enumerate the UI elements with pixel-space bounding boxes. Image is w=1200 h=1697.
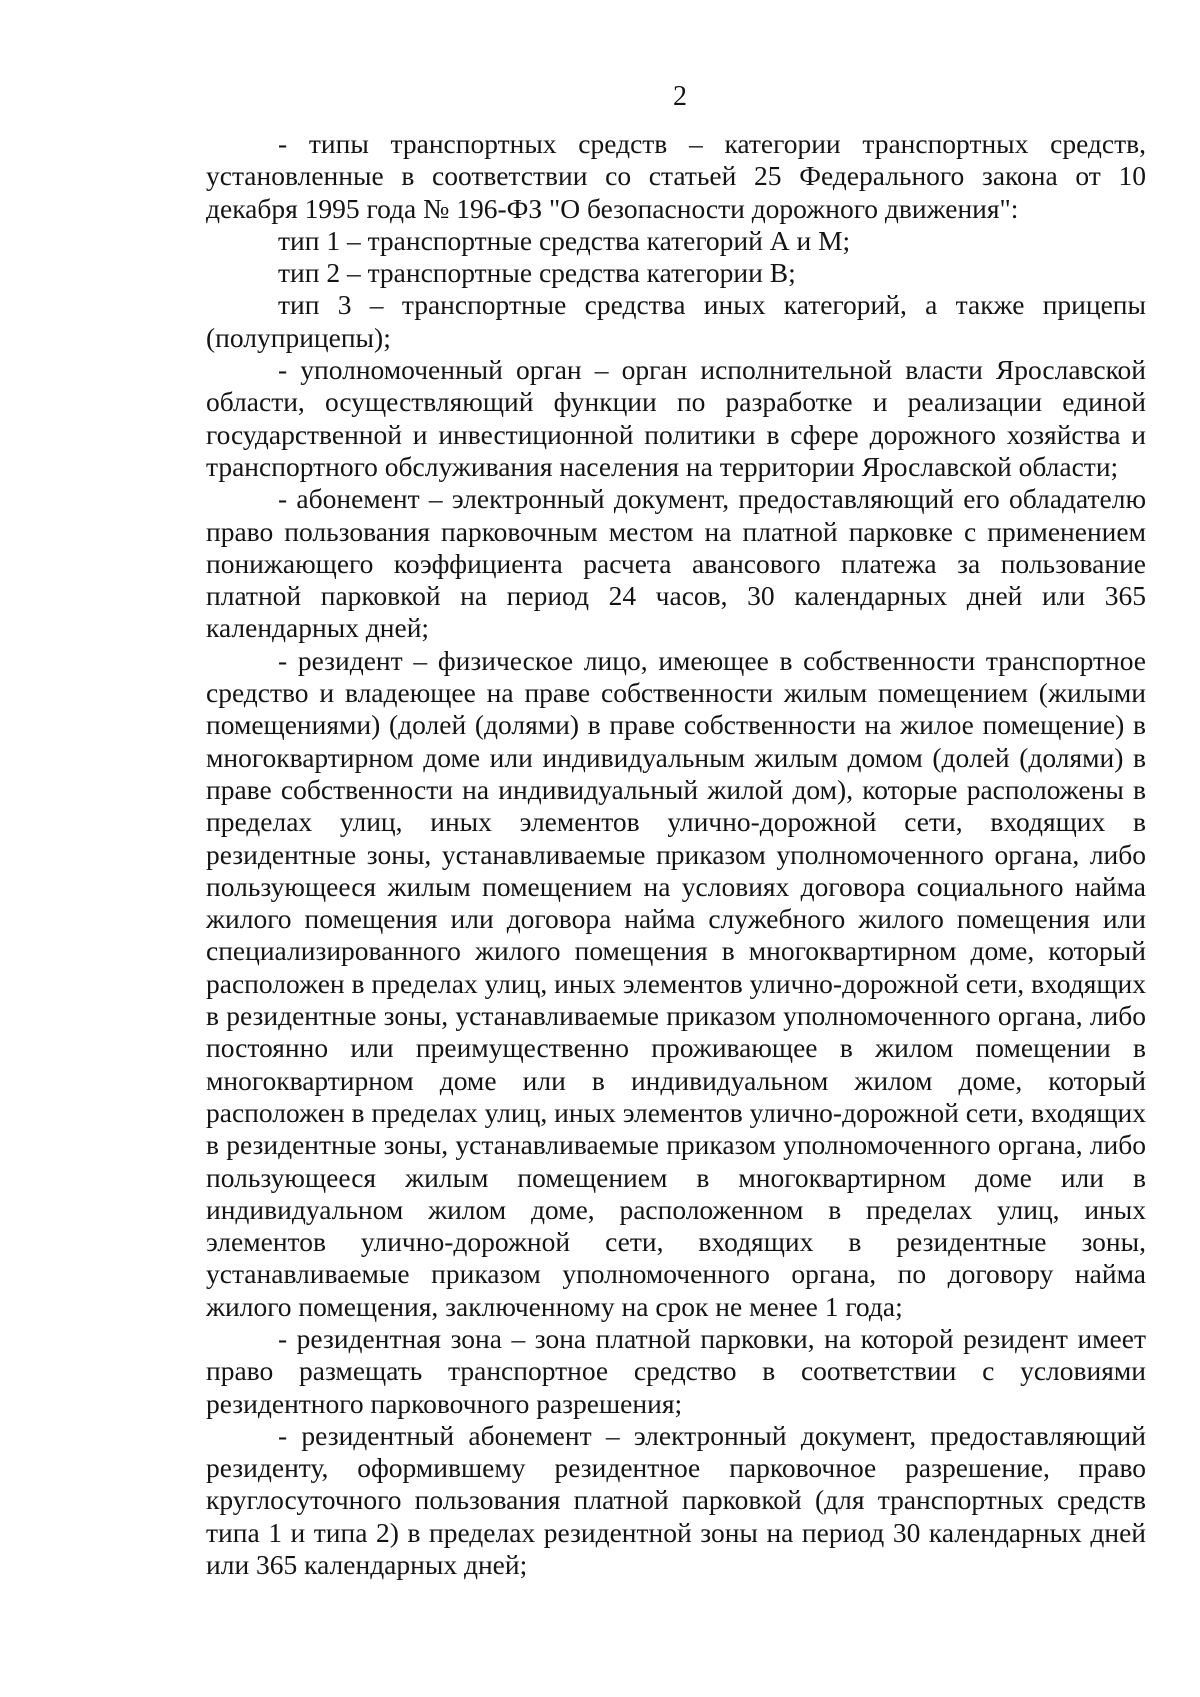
paragraph-type-3: тип 3 – транспортные средства иных категорий, а также прицепы (полуприцепы); [206, 289, 1146, 353]
document-body [206, 128, 1146, 1581]
paragraph-subscription: - абонемент – электронный документ, предоставляющий его обладателю право пользования парковочным местом на платной парковке с применением понижающего коэффициента расчета авансового платежа за пользование платной парковкой на период 24 часов, 30 календарных дней или 365 календарных дней; [206, 483, 1146, 644]
paragraph-resident-subscription: - резидентный абонемент – электронный документ, предоставляющий резиденту, оформившему резидентное парковочное разрешение, право круглосуточного пользования платной парковкой (для транспортных средств типа 1 и типа 2) в пределах резидентной зоны на период 30 календарных дней или 365 календарных дней; [206, 1419, 1146, 1581]
paragraph-resident: - резидент – физическое лицо, имеющее в собственности транспортное средство и владеющее на праве собственности жилым помещением (жилыми помещениями) (долей (долями) в праве собственности на жилое помещение) в многоквартирном доме или индивидуальным жилым домом (долей (долями) в праве собственности на индивидуальный жилой дом), которые расположены в пределах улиц, иных элементов улично-дорожной сети, входящих в резидентные зоны, устанавливаемые приказом уполномоченного органа, либо пользующееся жилым помещением на условиях договора социального найма жилого помещения или договора найма служебного жилого помещения или специализированного жилого помещения в многоквартирном доме, который расположен в пределах улиц, иных элементов улично-дорожной сети, входящих в резидентные зоны, устанавливаемые приказом уполномоченного органа, либо постоянно или преимущественно проживающее в жилом помещении в многоквартирном доме или в индивидуальном жилом доме, который расположен в пределах улиц, иных элементов улично-дорожной сети, входящих в резидентные зоны, устанавливаемые приказом уполномоченного органа, либо пользующееся жилым помещением в многоквартирном доме или в индивидуальном жилом доме, расположенном в пределах улиц, иных элементов улично-дорожной сети, входящих в резидентные зоны, устанавливаемые приказом уполномоченного органа, по договору найма жилого помещения, заключенному на срок не менее 1 года; [206, 644, 1146, 1322]
paragraph-vehicle-types: - типы транспортных средств – категории транспортных средств, установленные в соответствии со статьей 25 Федерального закона от 10 декабря 1995 года № 196-ФЗ "О безопасности дорожного движения": [206, 128, 1146, 224]
page-number: 2 [673, 81, 687, 112]
paragraph-type-2: тип 2 – транспортные средства категории В; [278, 257, 796, 289]
paragraph-resident-zone: - резидентная зона – зона платной парковки, на которой резидент имеет право размещать транспортное средство в соответствии с условиями резидентного парковочного разрешения; [206, 1322, 1146, 1419]
paragraph-authorized-body: - уполномоченный орган – орган исполнительной власти Ярославской области, осуществляющий функции по разработке и реализации единой государственной и инвестиционной политики в сфере дорожного хозяйства и транспортного обслуживания населения на территории Ярославской области; [206, 354, 1146, 482]
paragraph-type-1: тип 1 – транспортные средства категорий А и М; [278, 224, 851, 256]
